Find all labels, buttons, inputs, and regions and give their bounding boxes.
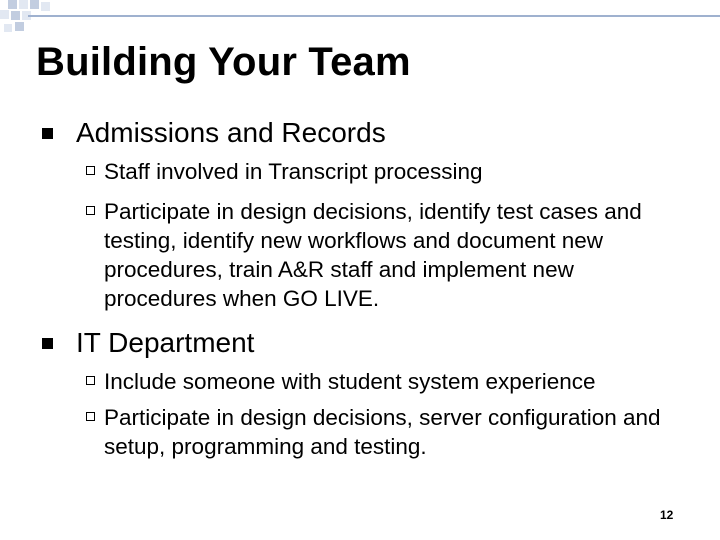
section-heading: IT Department xyxy=(76,327,255,358)
hollow-square-bullet-icon xyxy=(86,166,95,175)
square-bullet-icon xyxy=(42,128,53,139)
sub-bullet-text: Participate in design decisions, server configuration and setup, programming and testing. xyxy=(104,405,661,459)
square-bullet-icon xyxy=(42,338,53,349)
sub-bullet-participate-it xyxy=(86,403,696,461)
bullet-it-department xyxy=(42,324,254,362)
hollow-square-bullet-icon xyxy=(86,412,95,421)
hollow-square-bullet-icon xyxy=(86,376,95,385)
bullet-admissions-and-records xyxy=(42,114,386,152)
sub-bullet-include xyxy=(86,367,696,396)
sub-bullet-text: Include someone with student system experience xyxy=(104,369,596,394)
sub-bullet-text: Participate in design decisions, identify test cases and testing, identify new workflows and document new procedures, train A&R staff and implement new procedures when GO LIVE. xyxy=(104,199,642,311)
decorative-checker-squares xyxy=(0,0,60,40)
hollow-square-bullet-icon xyxy=(86,206,95,215)
sub-bullet-participate-ar xyxy=(86,197,696,313)
page-number: 12 xyxy=(660,508,674,522)
section-heading: Admissions and Records xyxy=(76,117,386,148)
sub-bullet-text: Staff involved in Transcript processing xyxy=(104,159,483,184)
top-rule xyxy=(28,15,720,17)
slide-title: Building Your Team xyxy=(36,40,411,84)
sub-bullet-staff xyxy=(86,157,696,186)
